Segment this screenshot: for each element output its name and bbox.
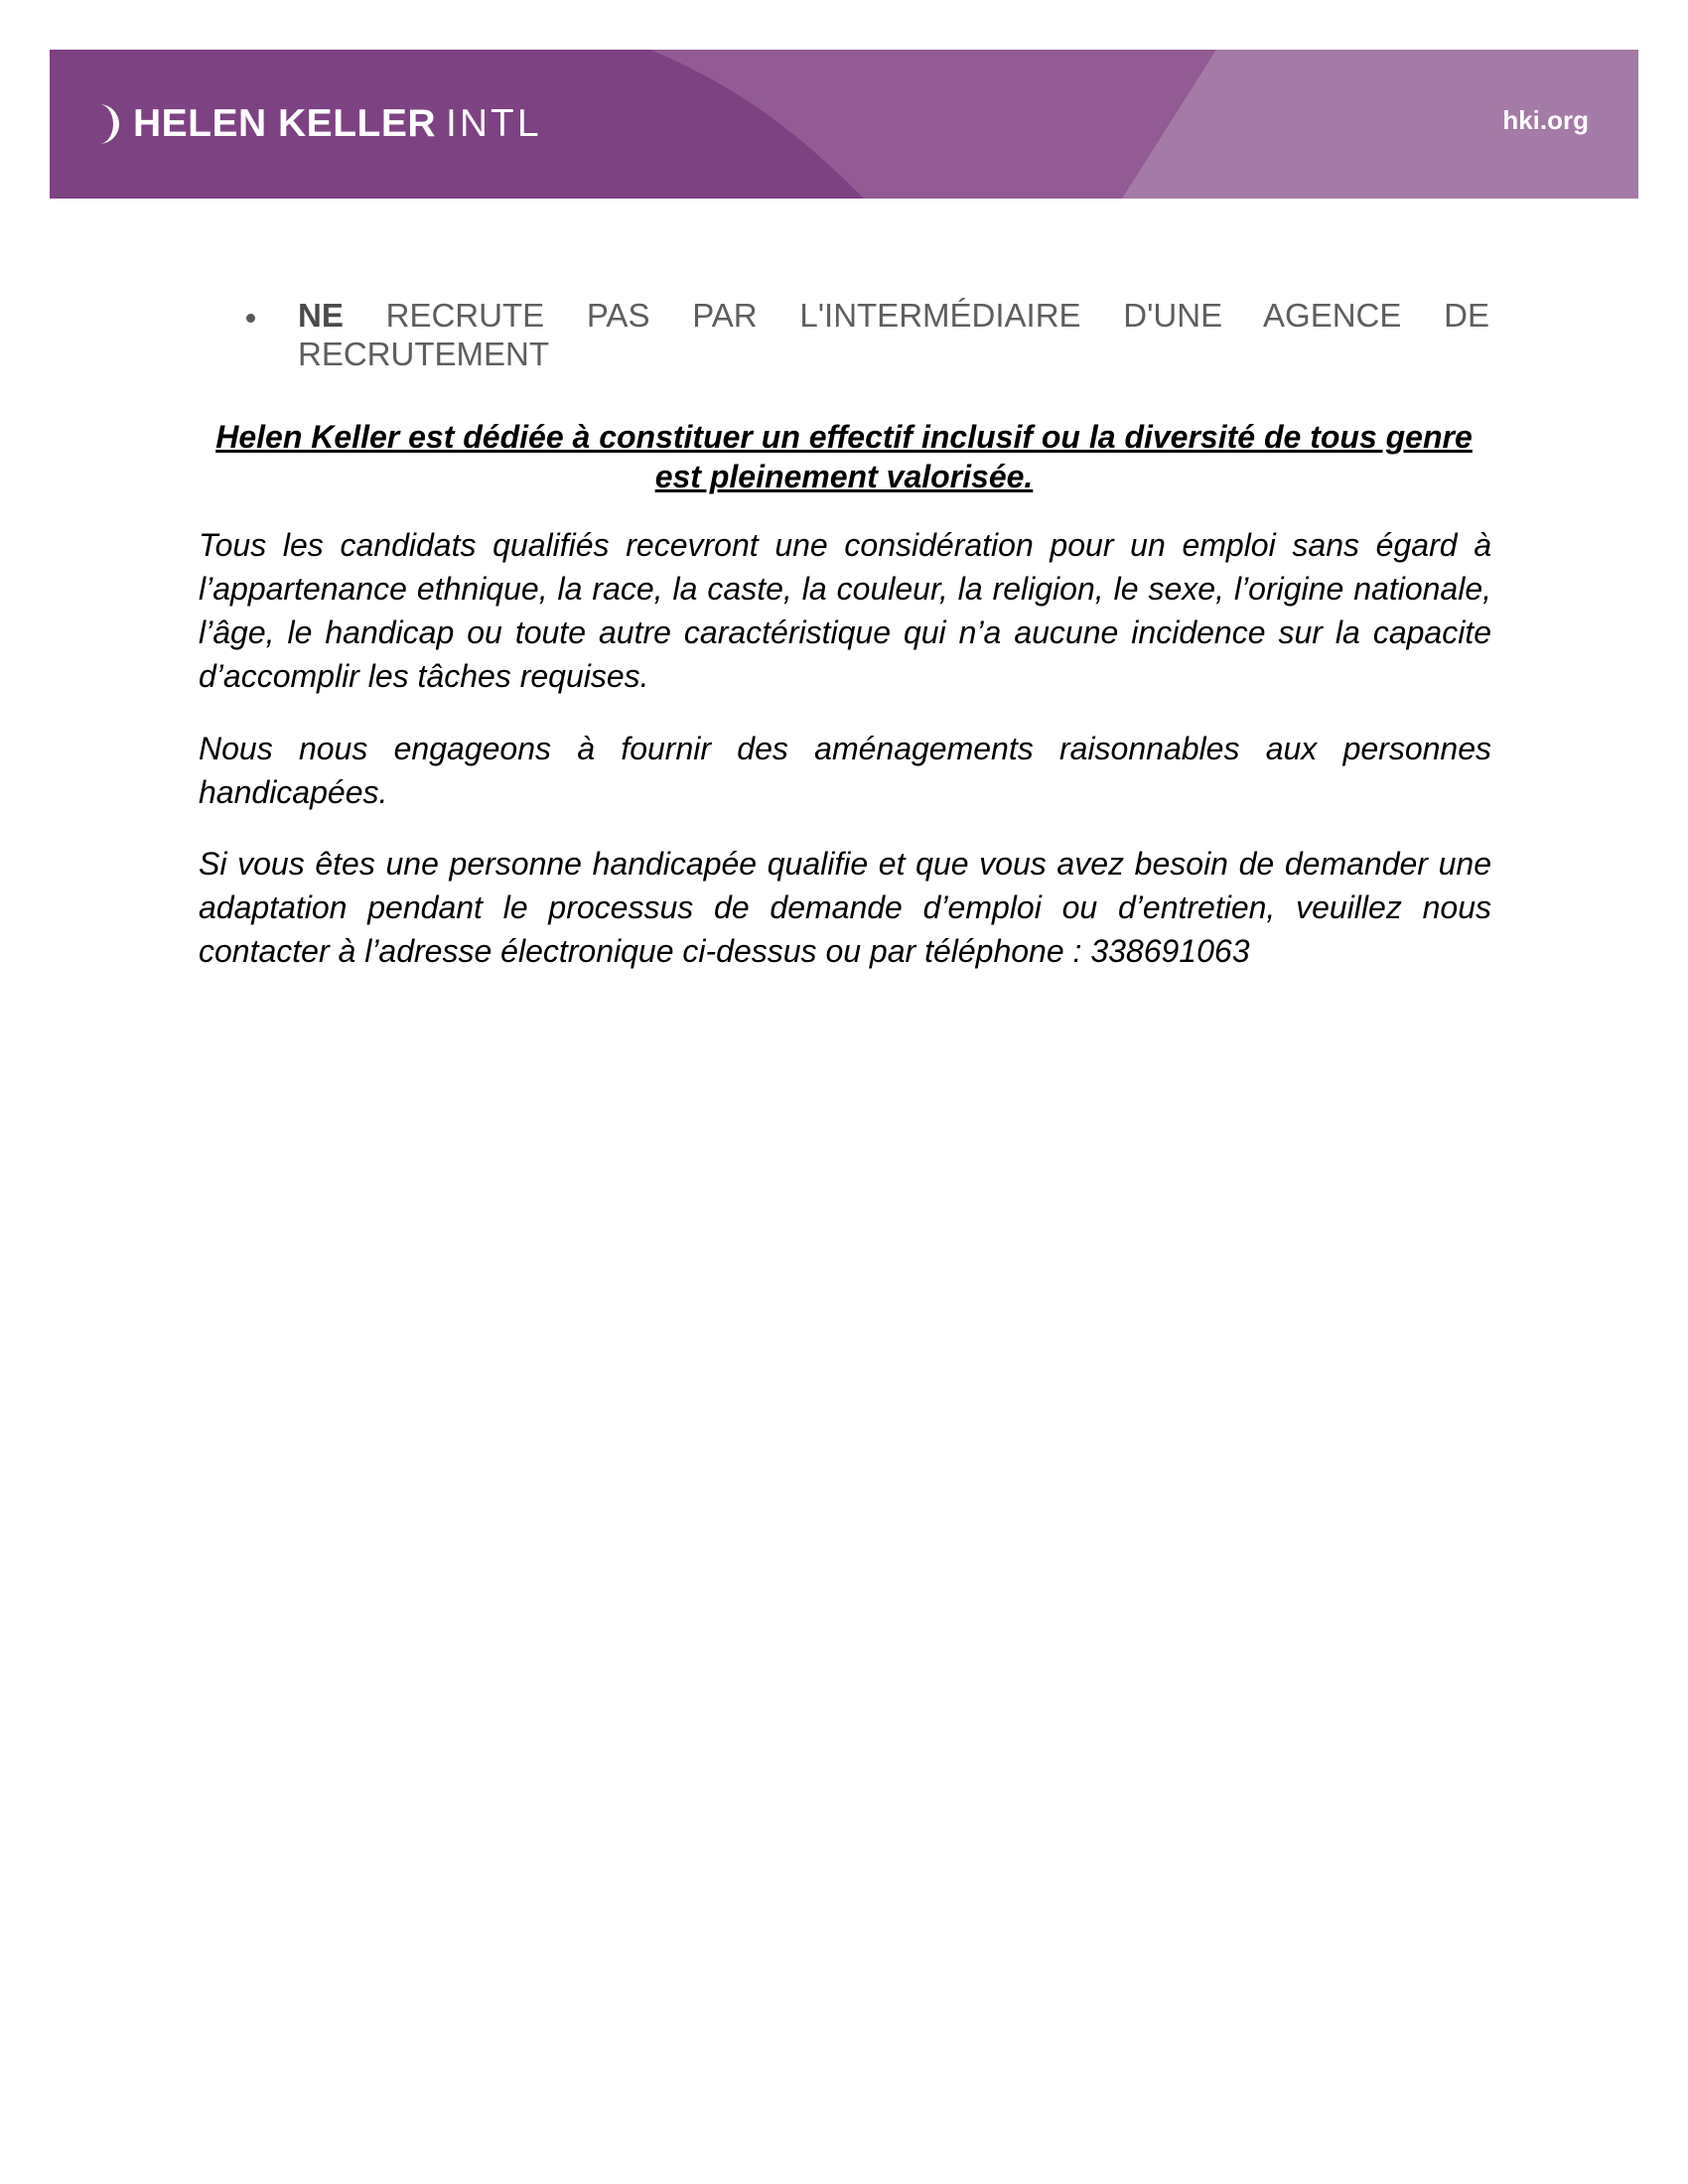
diversity-heading: Helen Keller est dédiée à constituer un effectif inclusif ou la diversité de tous genre est pleinement valorisée.: [215, 419, 1473, 494]
paragraph-eligibility: Tous les candidats qualifiés recevront une considération pour un emploi sans égard à l’appartenance ethnique, la race, la caste, la couleur, la religion, le sexe, l’origine nationale, l’âge, le handicap ou toute autre caractéristique qui n’a aucune incidence sur la capacite d’accomplir les tâches requises.: [199, 527, 1491, 694]
bullet-rest-text: RECRUTE PAS PAR L'INTERMÉDIAIRE D'UNE AGENCE DE RECRUTEMENT: [298, 297, 1490, 372]
helen-keller-logo[interactable]: [95, 99, 542, 149]
bullet-bold-word: NE: [298, 297, 344, 334]
logo-suffix: INTL: [446, 102, 542, 145]
recruitment-notice: [246, 296, 1489, 373]
paragraph-accommodations: Nous nous engageons à fournir des aménagements raisonnables aux personnes handicapées.: [199, 731, 1491, 810]
bullet-text: [298, 296, 1489, 373]
header-banner: [50, 50, 1638, 199]
logo-crescent-icon: [95, 102, 123, 146]
bullet-icon: [246, 314, 255, 323]
logo-name: HELEN KELLER: [133, 102, 437, 145]
paragraph-contact: Si vous êtes une personne handicapée qualifie et que vous avez besoin de demander une adaptation pendant le processus de demande d’emploi ou d’entretien, veuillez nous contacter à l’adresse électronique ci-dessus ou par téléphone : 338691063: [199, 846, 1491, 969]
site-url-link[interactable]: hki.org: [1502, 105, 1589, 135]
